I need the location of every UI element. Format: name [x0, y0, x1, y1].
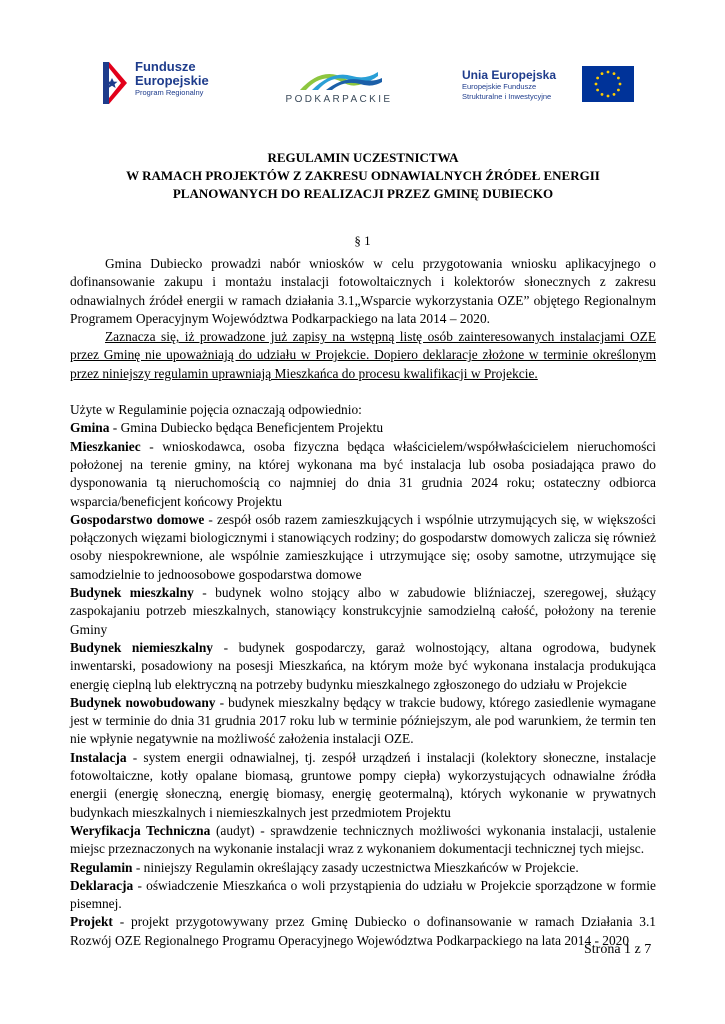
definition-desc: - Gmina Dubiecko będąca Beneficjentem Projektu [109, 420, 384, 436]
section-number: § 1 [354, 233, 371, 248]
definition-term: Weryfikacja Techniczna [70, 822, 211, 838]
definition-regulamin [70, 859, 656, 877]
definition-instalacja [70, 749, 656, 822]
definition-term: Deklaracja [70, 877, 134, 893]
definition-desc: - oświadczenie Mieszkańca o woli przystąpienia do udziału w Projekcie sporządzone w formie pisemnej. [70, 877, 656, 912]
fundusze-europejskie-logo [103, 60, 223, 108]
intro-paragraph-1: Gmina Dubiecko prowadzi nabór wniosków w celu przygotowania wniosku aplikacyjnego o dofinansowanie zakupu i montażu instalacji fotowoltaicznych i kolektorów słonecznych z zakresu odnawialnych źródeł energii w ramach działania 3.1„Wsparcie wykorzystania OZE” objętego Regionalnym Programem Operacyjnym Województwa Podkarpackiego na lata 2014 – 2020. [70, 256, 656, 326]
podkarpackie-waves-icon [282, 62, 396, 92]
definition-weryfikacja-techniczna [70, 822, 656, 859]
ue-line3: Strukturalne i Inwestycyjne [462, 92, 552, 101]
title-line3: PLANOWANYCH DO REALIZACJI PRZEZ GMINĘ DUBIECKO [172, 186, 554, 201]
definition-budynek-niemieszkalny [70, 639, 656, 694]
ue-line1: Unia Europejska [462, 68, 557, 82]
definition-desc: - budynek wolno stojący albo w zabudowie bliźniaczej, szeregowej, służący zaspokajaniu potrzeb mieszkalnych, stanowiący konstrukcyjnie samodzielną całość, położony na terenie Gminy [70, 585, 657, 637]
definition-term: Budynek mieszkalny [70, 585, 194, 601]
definition-desc: - budynek gospodarczy, garaż wolnostojący, altana ogrodowa, budynek inwentarski, posadowiony na posesji Mieszkańca, na którym może być wykonana instalacja produkująca energię cieplną lub elektryczną na potrzeby budynku mieszkalnego zgłoszonego do udziału w Projekcie [70, 639, 657, 692]
definition-mieszkaniec [70, 438, 656, 511]
intro-paragraph-2: Zaznacza się, iż prowadzone już zapisy na wstępną listę osób zainteresowanych instalacjami OZE przez Gminę nie upoważniają do udziału w Projekcie. Dopiero deklaracje złożone w terminie określonym przez niniejszy regulamin uprawniają Mieszkańca do procesu kwalifikacji w Projekcie. [70, 329, 656, 381]
ue-line2: Europejskie Fundusze [462, 82, 537, 91]
definition-term: Instalacja [70, 749, 127, 765]
definition-projekt [70, 913, 656, 950]
document-body [70, 255, 656, 950]
unia-europejska-logo [462, 64, 622, 108]
document-title [70, 149, 656, 203]
fe-star-icon [103, 62, 131, 104]
definition-desc: - wnioskodawca, osoba fizyczna będąca właścicielem/współwłaścicielem nieruchomości położonej na terenie gminy, na której wykonana ma być instalacja lub osoba posiadająca prawo do dysponowania tą nieruchomością co najmniej do dnia 31 grudnia 2024 roku; ostateczny odbiorca wsparcia/beneficjent końcowy Projektu [70, 438, 656, 509]
definition-deklaracja [70, 877, 656, 914]
definition-gmina [70, 419, 656, 437]
definition-desc: - zespół osób razem zamieszkujących i wspólnie utrzymujących się, w większości połączonych więzami biologicznymi i stanowiących rodziny; do gospodarstw domowych zalicza się również osoby niespokrewnione, ale wspólnie zamieszkujące i utrzymujące się; osoby samotne, utrzymujące się samodzielnie to jednoosobowe gospodarstwa domowe [70, 511, 656, 582]
header-logos [0, 58, 725, 110]
podkarpackie-logo [282, 62, 396, 110]
definition-term: Mieszkaniec [70, 438, 141, 454]
definition-desc: (audyt) - sprawdzenie technicznych możliwości wykonania instalacji, ustalenie miejsc przeznaczonych na wykonanie instalacji wraz z wykonaniem dokumentacji technicznej tych miejsc. [70, 822, 657, 857]
definition-budynek-nowobudowany [70, 694, 656, 749]
fe-line1: Fundusze [135, 59, 196, 74]
definition-term: Gmina [70, 420, 110, 436]
definition-desc: - projekt przygotowywany przez Gminę Dubiecko o dofinansowanie w ramach Działania 3.1 Rozwój OZE Regionalnego Programu Operacyjnego Województwa Podkarpackiego na lata 2014 - 2020 [70, 914, 656, 948]
definition-term: Budynek nowobudowany [70, 694, 216, 710]
definition-gospodarstwo-domowe [70, 511, 656, 584]
definition-desc: - system energii odnawialnej, tj. zespół urządzeń i instalacji (kolektory słoneczne, instalacje fotowoltaiczne, kotły opalane biomasą, gruntowe pompy ciepła) wykorzystujących odnawialne źródła energii (energię słoneczną, energię biomasy, energię geotermalną), których wykonanie w prywatnych budynkach mieszkalnych i niemieszkalnych jest przedmiotem Projektu [70, 749, 656, 820]
eu-flag-icon [582, 66, 634, 102]
definition-desc: - niniejszy Regulamin określający zasady uczestnictwa Mieszkańców w Projekcie. [132, 859, 579, 875]
definitions-intro: Użyte w Regulaminie pojęcia oznaczają odpowiednio: [70, 402, 362, 418]
fe-line2: Europejskie [135, 73, 209, 88]
title-line1: REGULAMIN UCZESTNICTWA [267, 150, 459, 165]
definition-term: Budynek niemieszkalny [70, 639, 214, 655]
page-number: Strona 1 z 7 [584, 942, 652, 957]
definition-desc: - budynek mieszkalny będący w trakcie budowy, którego zasiedlenie wymagane jest w terminie do dnia 31 grudnia 2017 roku lub w terminie późniejszym, ale pod warunkiem, że termin ten nie wpłynie negatywnie na możliwość założenia instalacji OZE. [70, 694, 657, 747]
definition-term: Regulamin [70, 859, 133, 875]
definition-budynek-mieszkalny [70, 584, 656, 639]
title-line2: W RAMACH PROJEKTÓW Z ZAKRESU ODNAWIALNYCH ŹRÓDEŁ ENERGII [126, 168, 600, 183]
podkarpackie-text: PODKARPACKIE [285, 94, 393, 105]
definition-term: Gospodarstwo domowe [70, 511, 205, 527]
definition-term: Projekt [70, 914, 113, 930]
fe-line3: Program Regionalny [135, 88, 204, 97]
